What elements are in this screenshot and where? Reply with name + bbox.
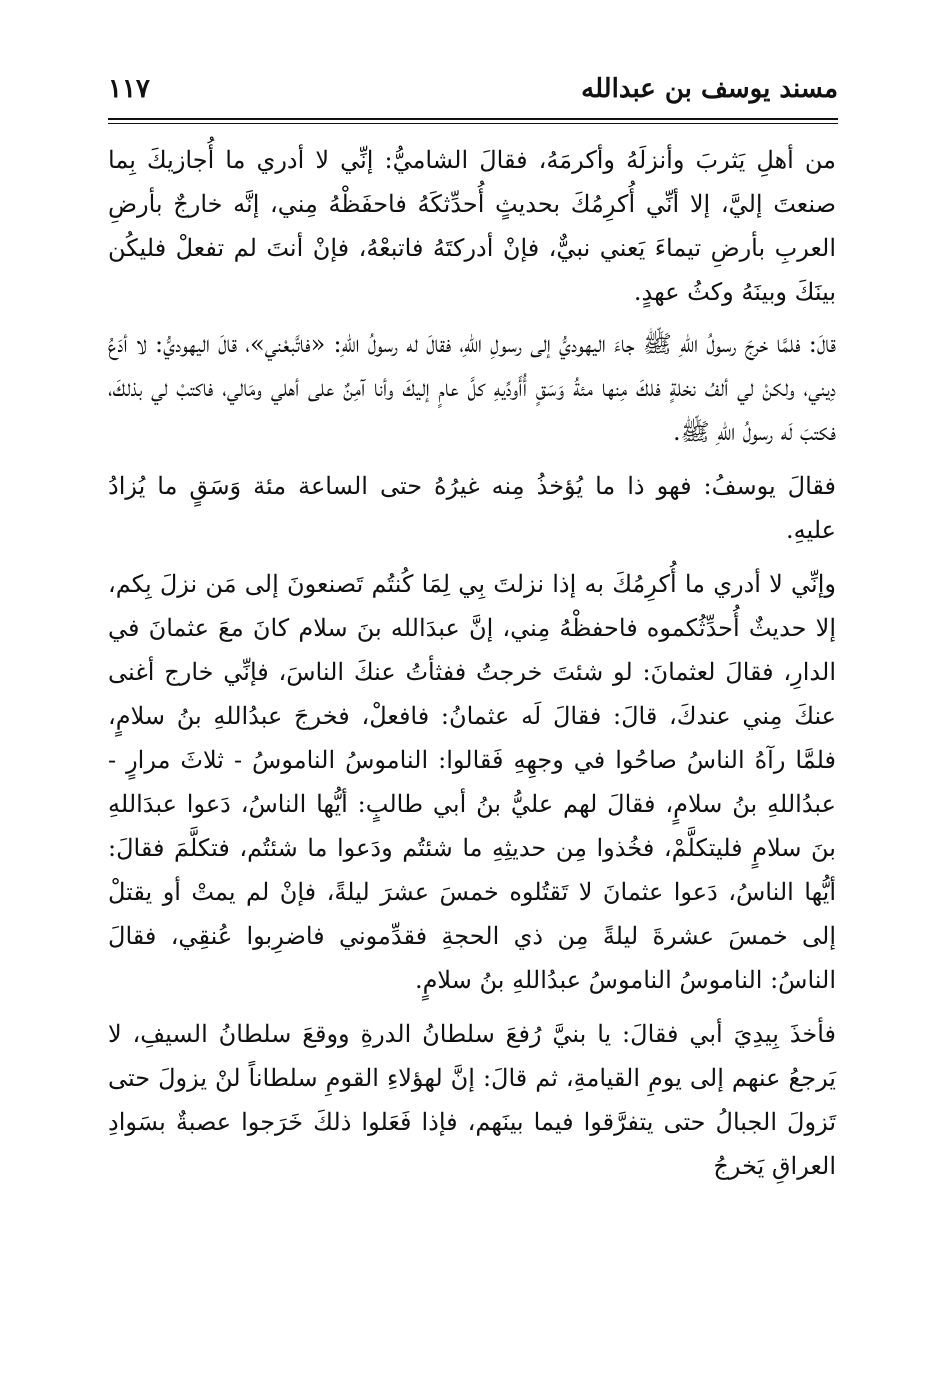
page-header <box>108 70 838 116</box>
paragraph-2: قالَ: فلمَّا خرجَ رسولُ اللهِ ﷺ جاءَ اليهوديُّ إلى رسولِ اللهِ، فقالَ له رسولُ اللهِ: «فاتَّبعْني»، قالَ اليهوديُّ: لا أدَعُ دِيني، ولكنْ لي ألفُ نخلةٍ فلكَ مِنها مئةُ وَسَقٍ أُأَودِّيهِ كلَّ عامٍ إليكَ وأنا آمِنٌ على أهلي ومَالي، فاكتبْ لي بذلكَ، فكتبَ لَه رسولُ اللهِ ﷺ. <box>108 330 836 446</box>
header-rule-thin <box>108 123 838 124</box>
header-rule-thick <box>108 118 838 120</box>
running-title: مسند يوسف بن عبدالله <box>581 74 838 104</box>
main-text <box>108 138 836 1198</box>
page-number: ١١٧ <box>108 74 150 104</box>
paragraph-4: وإنِّي لا أدري ما أُكرِمُكَ به إذا نزلتَ بِي لِمَا كُنتُم تَصنعونَ إلى مَن نزلَ بِكم، إلا حديثٌ أُحدِّثُكموه فاحفظْهُ مِني، إنَّ عبدَالله بنَ سلام كانَ معَ عثمانَ في الدارِ، فقالَ لعثمانَ: لو شئتَ خرجتُ ففثأتُ عنكَ الناسَ، فإنِّي خارج أغنى عنكَ مِني عندكَ، قالَ: فقالَ لَه عثمانُ: فافعلْ، فخرجَ عبدُاللهِ بنُ سلامٍ، فلمَّا رآهُ الناسُ صاحُوا في وجهِهِ فَقالوا: الناموسُ الناموسُ - ثلاثَ مرارٍ - عبدُاللهِ بنُ سلامٍ، فقالَ لهم عليُّ بنُ أبي طالبٍ: أيُّها الناسُ، دَعوا عبدَاللهِ بنَ سلامٍ فليتكلَّمْ، فخُذوا مِن حديثِهِ ما شئتُم ودَعوا ما شئتُم، فتكلَّمَ فقالَ: أيُّها الناسُ، دَعوا عثمانَ لا تَقتُلوه خمسَ عشرَ ليلةً، فإنْ لم يمتْ أو يقتلْ إلى خمسَ عشرةَ ليلةً مِن ذي الحجةِ فقدِّموني فاضرِبوا عُنقِي، فقالَ الناسُ: الناموسُ الناموسُ عبدُاللهِ بنُ سلامٍ. <box>108 570 837 994</box>
paragraph-3: فقالَ يوسفُ: فهو ذا ما يُؤخذُ مِنه غيرُهُ حتى الساعة مئة وَسَقٍ ما يُزادُ عليهِ. <box>108 472 836 544</box>
paragraph-5: فأخذَ بِيدِيَ أبي فقالَ: يا بنيَّ رُفعَ سلطانُ الدرةِ ووقعَ سلطانُ السيفِ، لا يَرجعُ عنهم إلى يومِ القيامةِ، ثم قالَ: إنَّ لهؤلاءِ القومِ سلطاناً لنْ يزولَ حتى تَزولَ الجبالُ حتى يتفرَّقوا فيما بينَهم، فإذا فَعَلوا ذلكَ خَرَجوا عصبةٌ بسَوادِ العراقِ يَخرجُ <box>108 1020 836 1180</box>
paragraph-1: من أهلِ يَثربَ وأنزلَهُ وأكرمَهُ، فقالَ الشاميُّ: إنِّي لا أدري ما أُجازيكَ بِما صنعتَ إليَّ، إلا أنِّي أُكرِمُكَ بحديثٍ أُحدِّثكَهُ فاحفَظْهُ مِني، إنَّه خارجٌ بأرضِ العربِ بأرضِ تيماءَ يَعني نبيٌّ، فإنْ أدركتَهُ فاتبعْهُ، فإنْ أنتَ لم تفعلْ فليكُن بينَكَ وبينَهُ وكثُ عهدٍ. <box>108 146 836 306</box>
